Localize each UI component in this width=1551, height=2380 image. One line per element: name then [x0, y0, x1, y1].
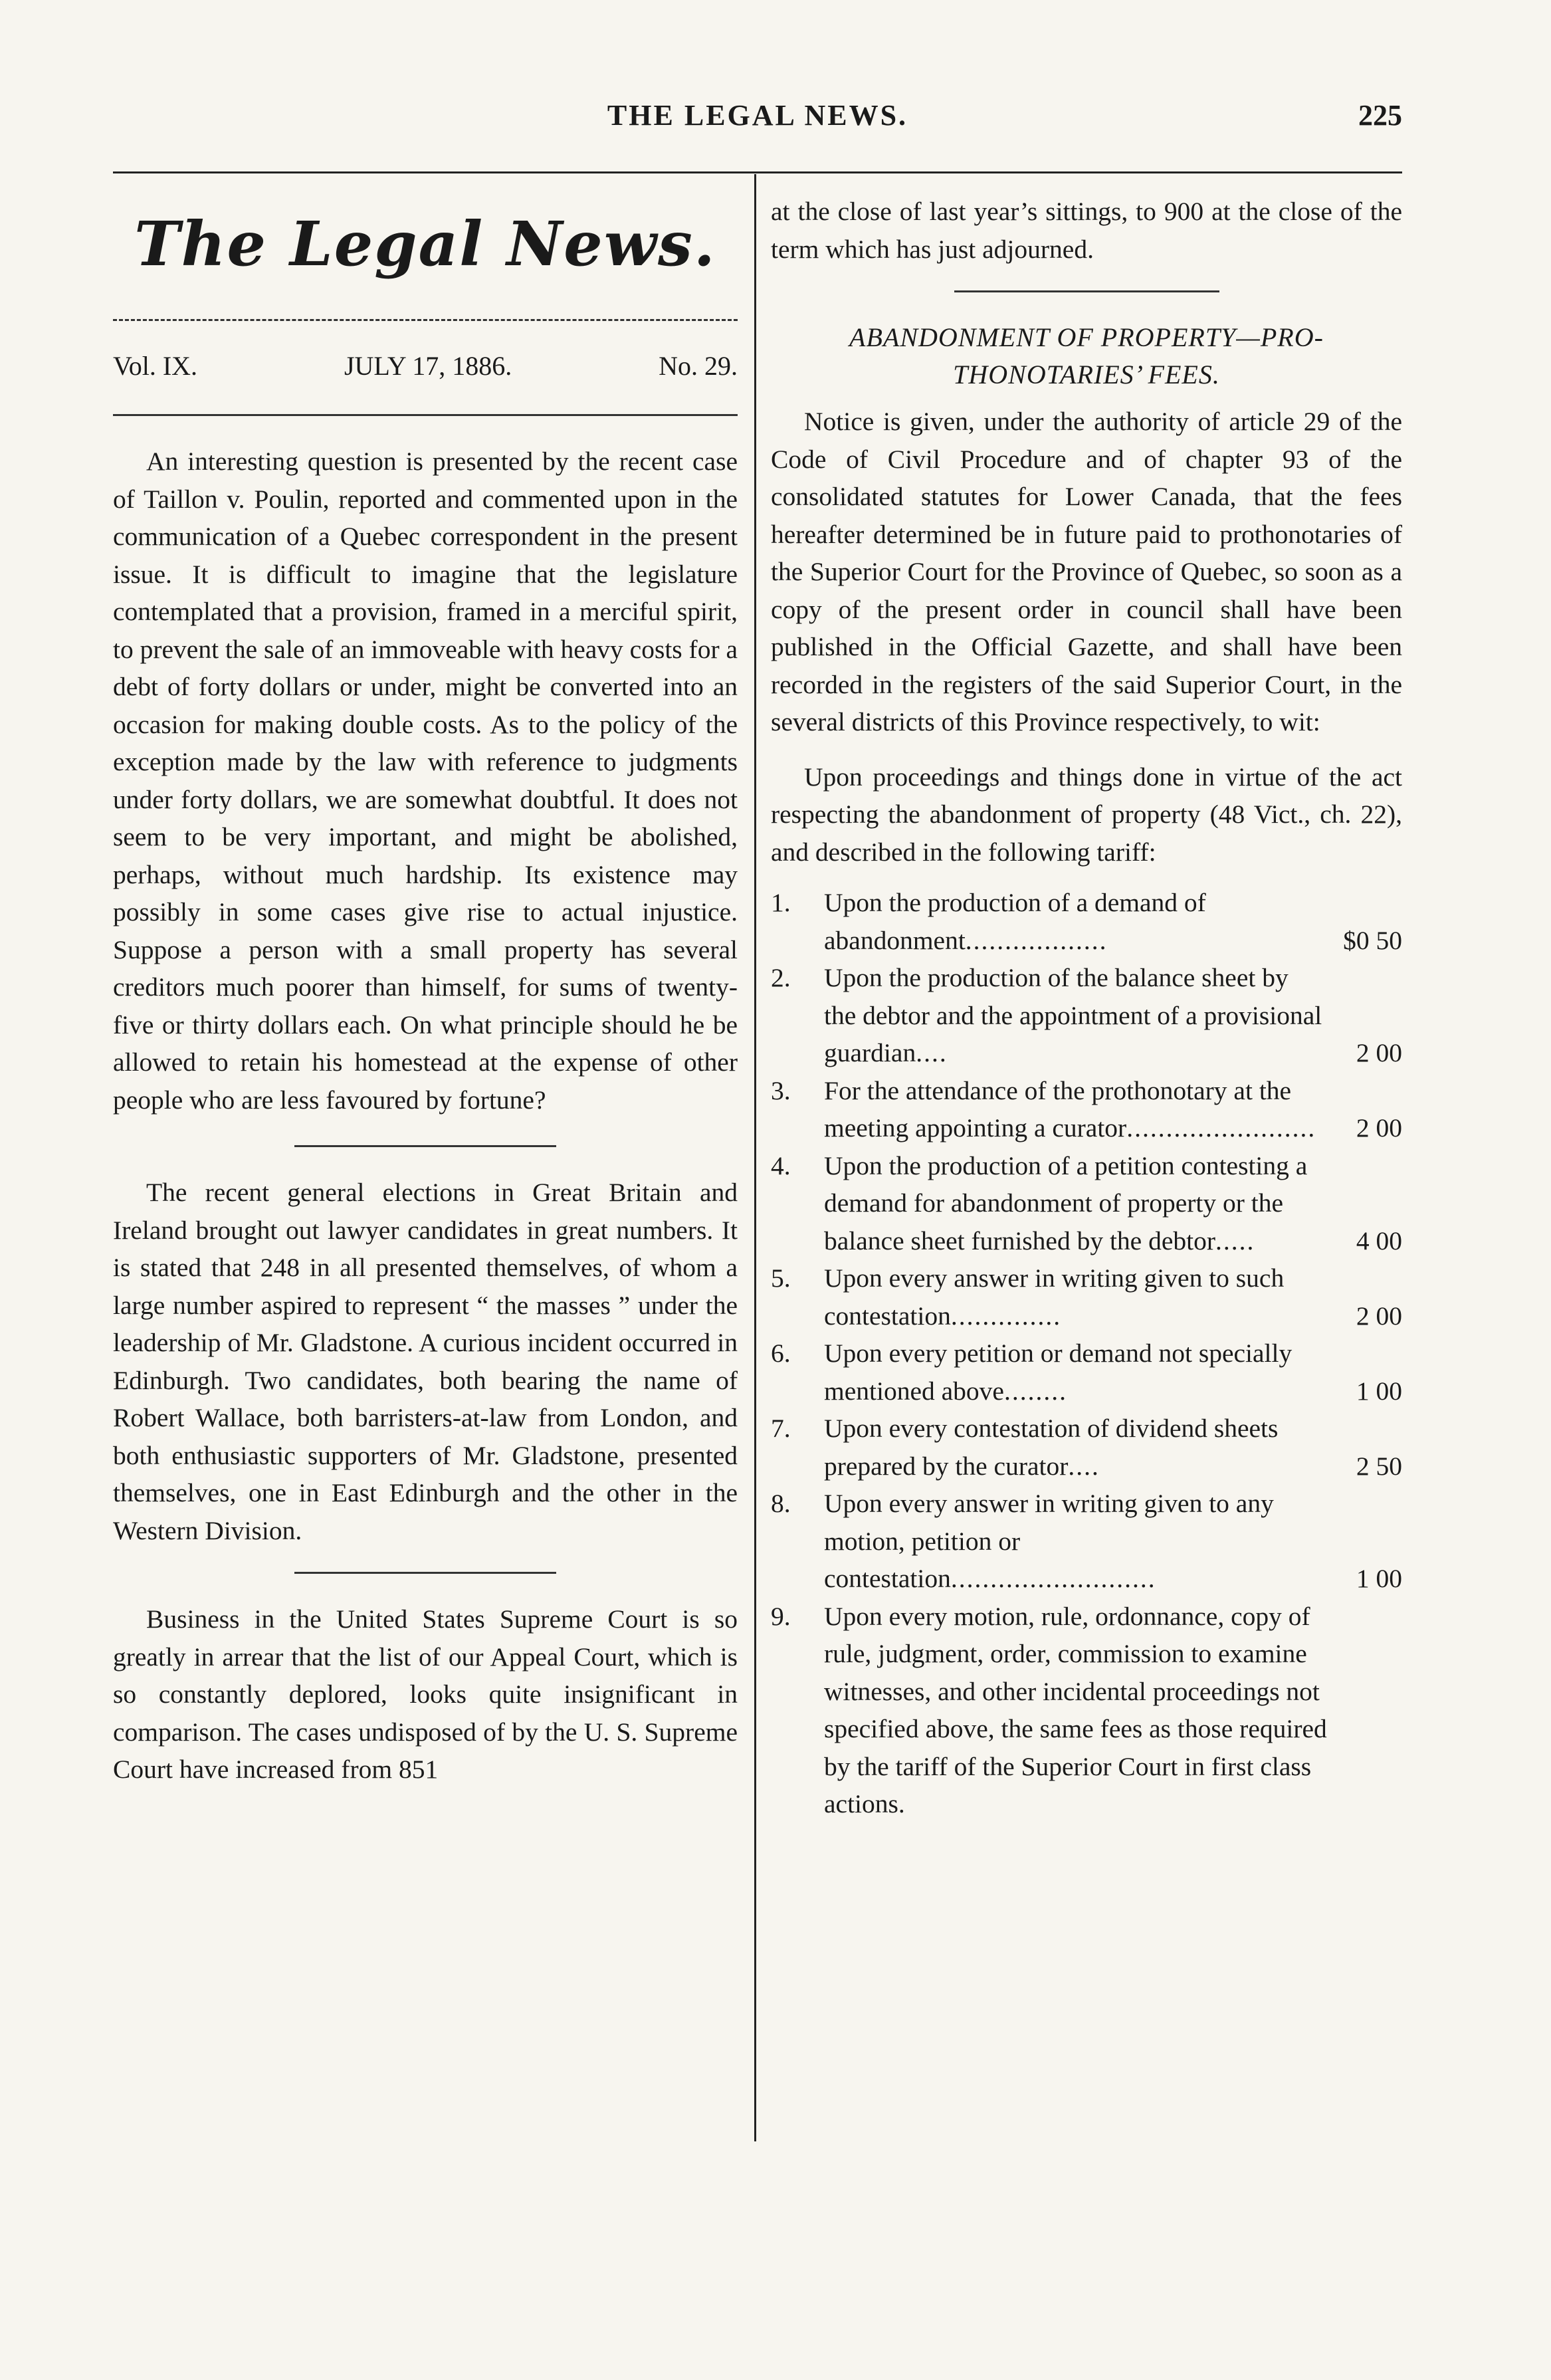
- tariff-fee: $0 50: [1343, 925, 1402, 955]
- volume-label: Vol. IX.: [113, 351, 198, 381]
- section-title-line: ABANDONMENT OF PROPERTY—PRO-: [849, 322, 1324, 352]
- tariff-item: 1. Upon the production of a demand of abandonment.................. $0 50: [771, 884, 1402, 959]
- tariff-item: 3. For the attendance of the prothonotary at the meeting appointing a curator........................ 2 00: [771, 1072, 1402, 1147]
- tariff-number: 3.: [771, 1075, 791, 1105]
- article-paragraph: An interesting question is presented by the recent case of Taillon v. Poulin, reported and commented upon in the communication of a Quebec correspondent in the present issue. It is difficult to imagine that the legislature contemplated that a provision, framed in a merciful spirit, to prevent the sale of an immoveable with heavy costs for a debt of forty dollars or under, might be converted into an occasion for making double costs. As to the policy of the exception made by the law with reference to judgments under forty dollars, we are somewhat doubtful. It does not seem to be very important, and might be abolished, perhaps, without much hardship. Its existence may possibly in some cases give rise to actual injustice. Suppose a person with a small property has several creditors much poorer than himself, for sums of twenty-five or thirty dollars each. On what principle should he be allowed to retain his homestead at the expense of other people who are less favoured by fortune?: [113, 447, 738, 1115]
- left-column: [113, 193, 738, 1788]
- tariff-text: For the attendance of the prothonotary at the meeting appointing a curator: [824, 1075, 1292, 1142]
- tariff-text: Upon every petition or demand not specially mentioned above: [824, 1339, 1292, 1406]
- article-paragraph: Business in the United States Supreme Court is so greatly in arrear that the list of our Appeal Court, which is so constantly deplored, looks quite insignificant in comparison. The cases undisposed of by the U. S. Supreme Court have increased from 851: [113, 1604, 738, 1784]
- section-divider: [954, 290, 1219, 292]
- column-divider: [754, 174, 756, 2141]
- tariff-text: Upon every contestation of dividend sheets prepared by the curator: [824, 1414, 1279, 1481]
- tariff-number: 2.: [771, 963, 791, 992]
- tariff-text: Upon the production of the balance sheet by the debtor and the appointment of a provisional guardian: [824, 963, 1322, 1067]
- tariff-number: 1.: [771, 888, 791, 917]
- proceedings-paragraph: Upon proceedings and things done in virtue of the act respecting the abandonment of property (48 Vict., ch. 22), and described in the following tariff:: [771, 762, 1402, 867]
- continuation-paragraph: at the close of last year’s sittings, to 900 at the close of the term which has just adjourned.: [771, 197, 1402, 264]
- tariff-item: 5. Upon every answer in writing given to such contestation.............. 2 00: [771, 1259, 1402, 1335]
- masthead-rule: [113, 319, 738, 321]
- tariff-text: Upon every motion, rule, ordonnance, copy of rule, judgment, order, commission to examine witnesses, and other incidental proceedings not specified above, the same fees as those required by the tariff of the Superior Court in first class actions.: [824, 1601, 1327, 1818]
- tariff-item: 8. Upon every answer in writing given to any motion, petition or contestation.......................... 1 00: [771, 1485, 1402, 1598]
- article-paragraph: The recent general elections in Great Britain and Ireland brought out lawyer candidates in great numbers. It is stated that 248 in all presented themselves, of whom a large number aspired to represent “ the masses ” under the leadership of Mr. Gladstone. A curious incident occurred in Edinburgh. Two candidates, both bearing the name of Robert Wallace, both barristers-at-law from London, and both enthusiastic supporters of Mr. Gladstone, presented themselves, one in East Edinburgh and the other in the Western Division.: [113, 1178, 738, 1545]
- tariff-number: 7.: [771, 1414, 791, 1443]
- tariff-text: Upon the production of a petition contesting a demand for abandonment of property or the balance sheet furnished by the debtor: [824, 1150, 1308, 1255]
- tariff-item: 6. Upon every petition or demand not specially mentioned above........ 1 00: [771, 1335, 1402, 1410]
- tariff-number: 4.: [771, 1150, 791, 1180]
- tariff-item: [771, 1598, 1402, 1823]
- page-number: 225: [1358, 99, 1402, 132]
- tariff-number: 8.: [771, 1489, 791, 1518]
- tariff-list: [771, 884, 1402, 1823]
- running-title: THE LEGAL NEWS.: [607, 99, 908, 132]
- right-column: [771, 193, 1402, 1823]
- page-header: [113, 93, 1402, 153]
- tariff-number: 9.: [771, 1601, 791, 1631]
- tariff-fee: 2 50: [1356, 1451, 1402, 1481]
- tariff-item: 2. Upon the production of the balance sheet by the debtor and the appointment of a provisional guardian.... 2 00: [771, 959, 1402, 1072]
- tariff-number: 5.: [771, 1263, 791, 1293]
- tariff-fee: 1 00: [1356, 1376, 1402, 1406]
- notice-paragraph: Notice is given, under the authority of article 29 of the Code of Civil Procedure and of chapter 93 of the consolidated statutes for Lower Canada, that the fees hereafter determined be in future paid to prothonotaries of the Superior Court for the Province of Quebec, so soon as a copy of the present order in council shall have been published in the Official Gazette, and shall have been recorded in the registers of the said Superior Court, in the several districts of this Province respectively, to wit:: [771, 407, 1402, 736]
- section-title-line: THONOTARIES’ FEES.: [953, 360, 1220, 389]
- tariff-fee: 2 00: [1356, 1301, 1402, 1331]
- section-divider: [294, 1145, 557, 1147]
- issue-line: [113, 348, 738, 385]
- tariff-text: Upon the production of a demand of abandonment: [824, 888, 1206, 955]
- section-title: [771, 319, 1402, 393]
- tariff-item: 4. Upon the production of a petition contesting a demand for abandonment of property or the balance sheet furnished by the debtor..... 4 00: [771, 1147, 1402, 1260]
- tariff-item: 7. Upon every contestation of dividend sheets prepared by the curator.... 2 50: [771, 1410, 1402, 1485]
- tariff-text: Upon every answer in writing given to such contestation: [824, 1263, 1285, 1331]
- header-rule: [113, 171, 1402, 173]
- tariff-text: Upon every answer in writing given to any motion, petition or contestation: [824, 1489, 1274, 1593]
- tariff-fee: 4 00: [1356, 1226, 1402, 1255]
- issue-date: JULY 17, 1886.: [344, 351, 512, 381]
- tariff-fee: 1 00: [1356, 1564, 1402, 1593]
- tariff-fee: 2 00: [1356, 1113, 1402, 1142]
- section-divider: [294, 1572, 557, 1574]
- issue-number: No. 29.: [659, 351, 738, 381]
- tariff-number: 6.: [771, 1339, 791, 1368]
- issue-rule: [113, 414, 738, 416]
- masthead-title: The Legal News.: [134, 208, 716, 280]
- tariff-fee: 2 00: [1356, 1038, 1402, 1067]
